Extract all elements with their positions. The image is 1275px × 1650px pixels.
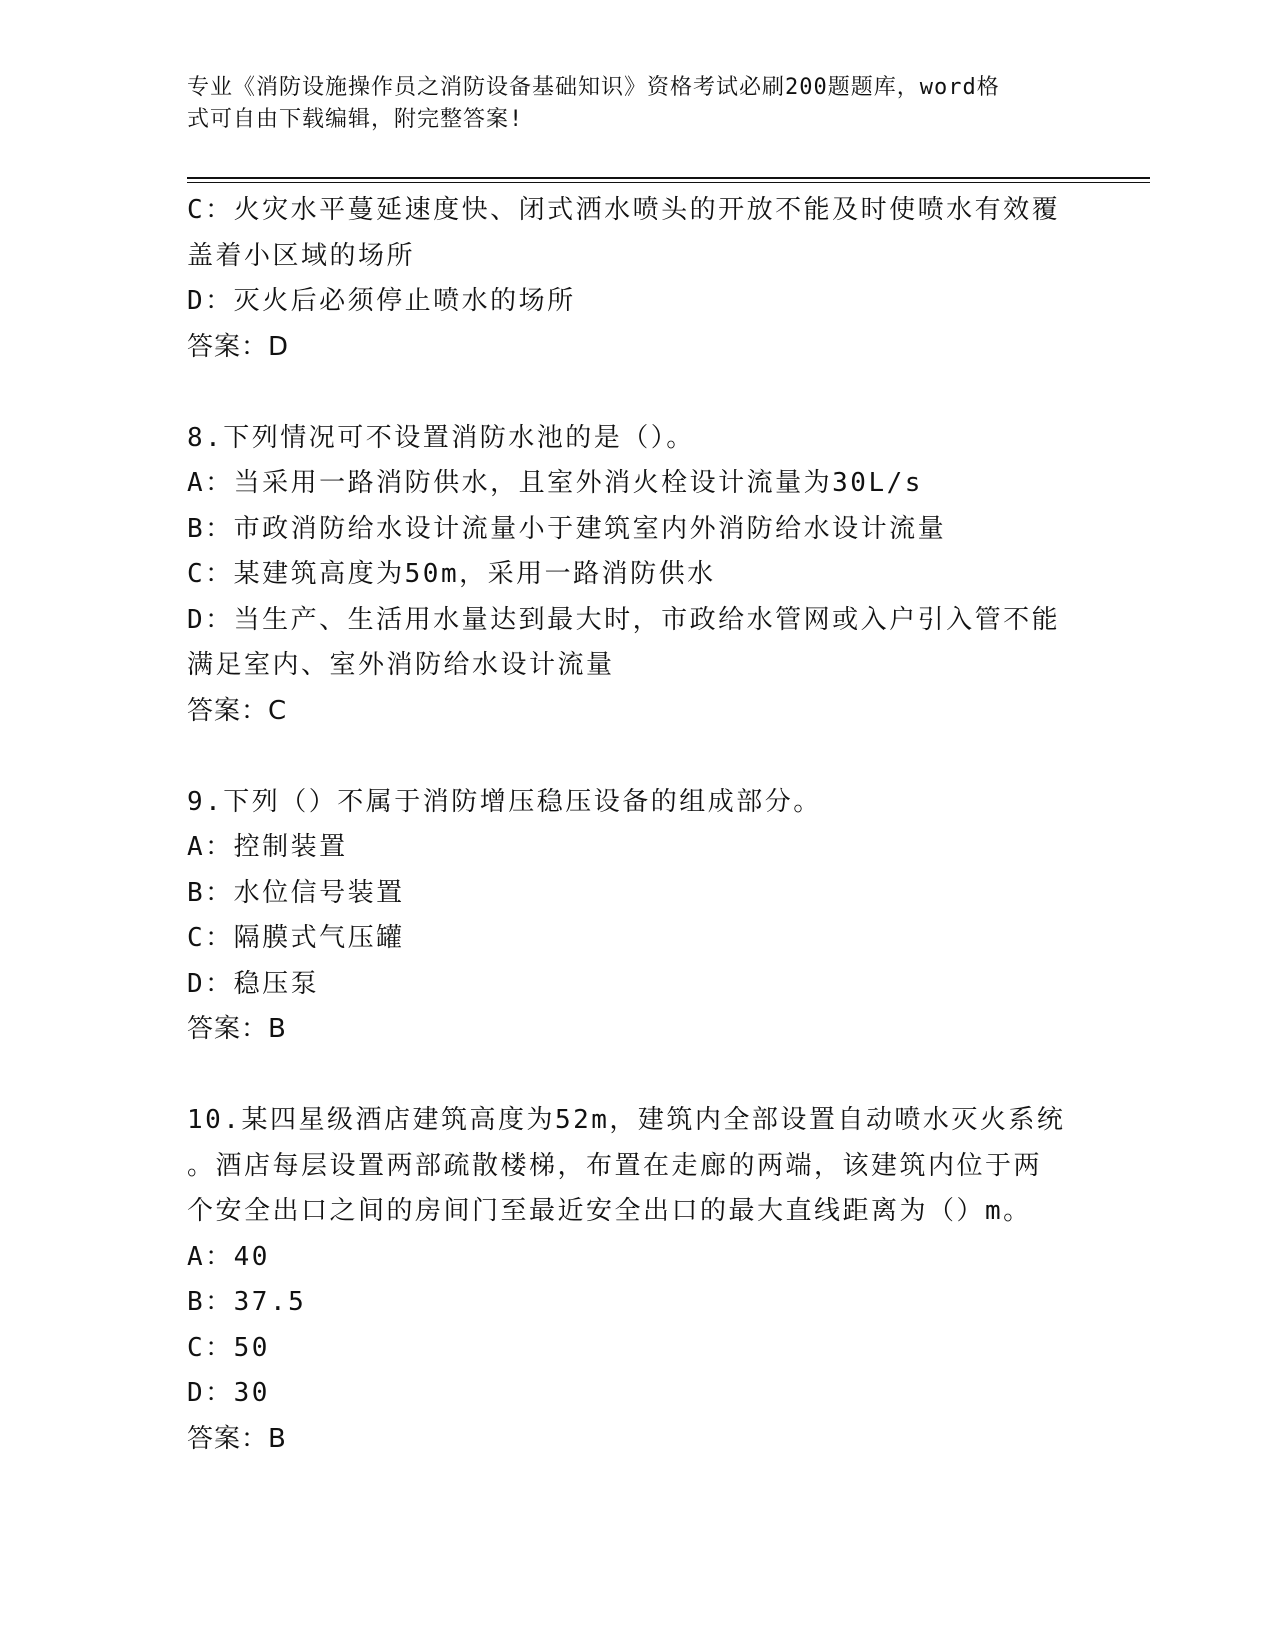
- option-a: A：控制装置: [187, 832, 348, 862]
- option-d: D：稳压泵: [187, 968, 320, 999]
- question-7-tail: [187, 188, 1067, 370]
- option-d: D：灭火后必须停止喷水的场所: [187, 286, 576, 316]
- spacer: [187, 734, 1067, 780]
- spacer: [187, 1053, 1067, 1099]
- option-c-line-1: C：火灾水平蔓延速度快、闭式洒水喷头的开放不能及时使喷水有效覆: [187, 195, 1061, 225]
- header-divider: [187, 177, 1150, 183]
- option-c-line-2: 盖着小区域的场所: [187, 240, 416, 271]
- option-d-line-1: D：当生产、生活用水量达到最大时，市政给水管网或入户引入管不能: [187, 604, 1061, 635]
- option-b: B：市政消防给水设计流量小于建筑室内外消防给水设计流量: [187, 513, 947, 544]
- header-line-1: 专业《消防设施操作员之消防设备基础知识》资格考试必刷200题题库，word格: [187, 75, 1000, 100]
- question-text-line-3: 个安全出口之间的房间门至最近安全出口的最大直线距离为（）m。: [187, 1196, 1032, 1226]
- question-text: 9.下列（）不属于消防增压稳压设备的组成部分。: [187, 786, 822, 817]
- option-d: D：30: [187, 1378, 270, 1408]
- option-a: A：40: [187, 1241, 270, 1272]
- question-10: [187, 1098, 1067, 1462]
- option-b: B：37.5: [187, 1287, 307, 1317]
- answer: 答案：D: [187, 331, 290, 362]
- document-body: [187, 188, 1067, 1462]
- option-d-line-2: 满足室内、室外消防给水设计流量: [187, 650, 615, 680]
- answer: 答案：B: [187, 1014, 287, 1044]
- question-8: [187, 416, 1067, 735]
- answer: 答案：C: [187, 695, 288, 726]
- option-a: A：当采用一路消防供水，且室外消火栓设计流量为30L/s: [187, 468, 923, 498]
- option-c: C：50: [187, 1332, 270, 1363]
- option-b: B：水位信号装置: [187, 877, 405, 908]
- question-text-line-2: 。酒店每层设置两部疏散楼梯，布置在走廊的两端，该建筑内位于两: [187, 1150, 1043, 1181]
- answer: 答案：B: [187, 1423, 287, 1454]
- question-text-line-1: 10.某四星级酒店建筑高度为52m，建筑内全部设置自动喷水灭火系统: [187, 1105, 1066, 1135]
- option-c: C：隔膜式气压罐: [187, 923, 405, 953]
- spacer: [187, 370, 1067, 416]
- question-9: [187, 780, 1067, 1053]
- header-line-2: 式可自由下载编辑，附完整答案!: [187, 107, 524, 132]
- question-text: 8.下列情况可不设置消防水池的是（）。: [187, 422, 695, 453]
- document-header: [187, 72, 1057, 136]
- option-c: C：某建筑高度为50m，采用一路消防供水: [187, 559, 716, 589]
